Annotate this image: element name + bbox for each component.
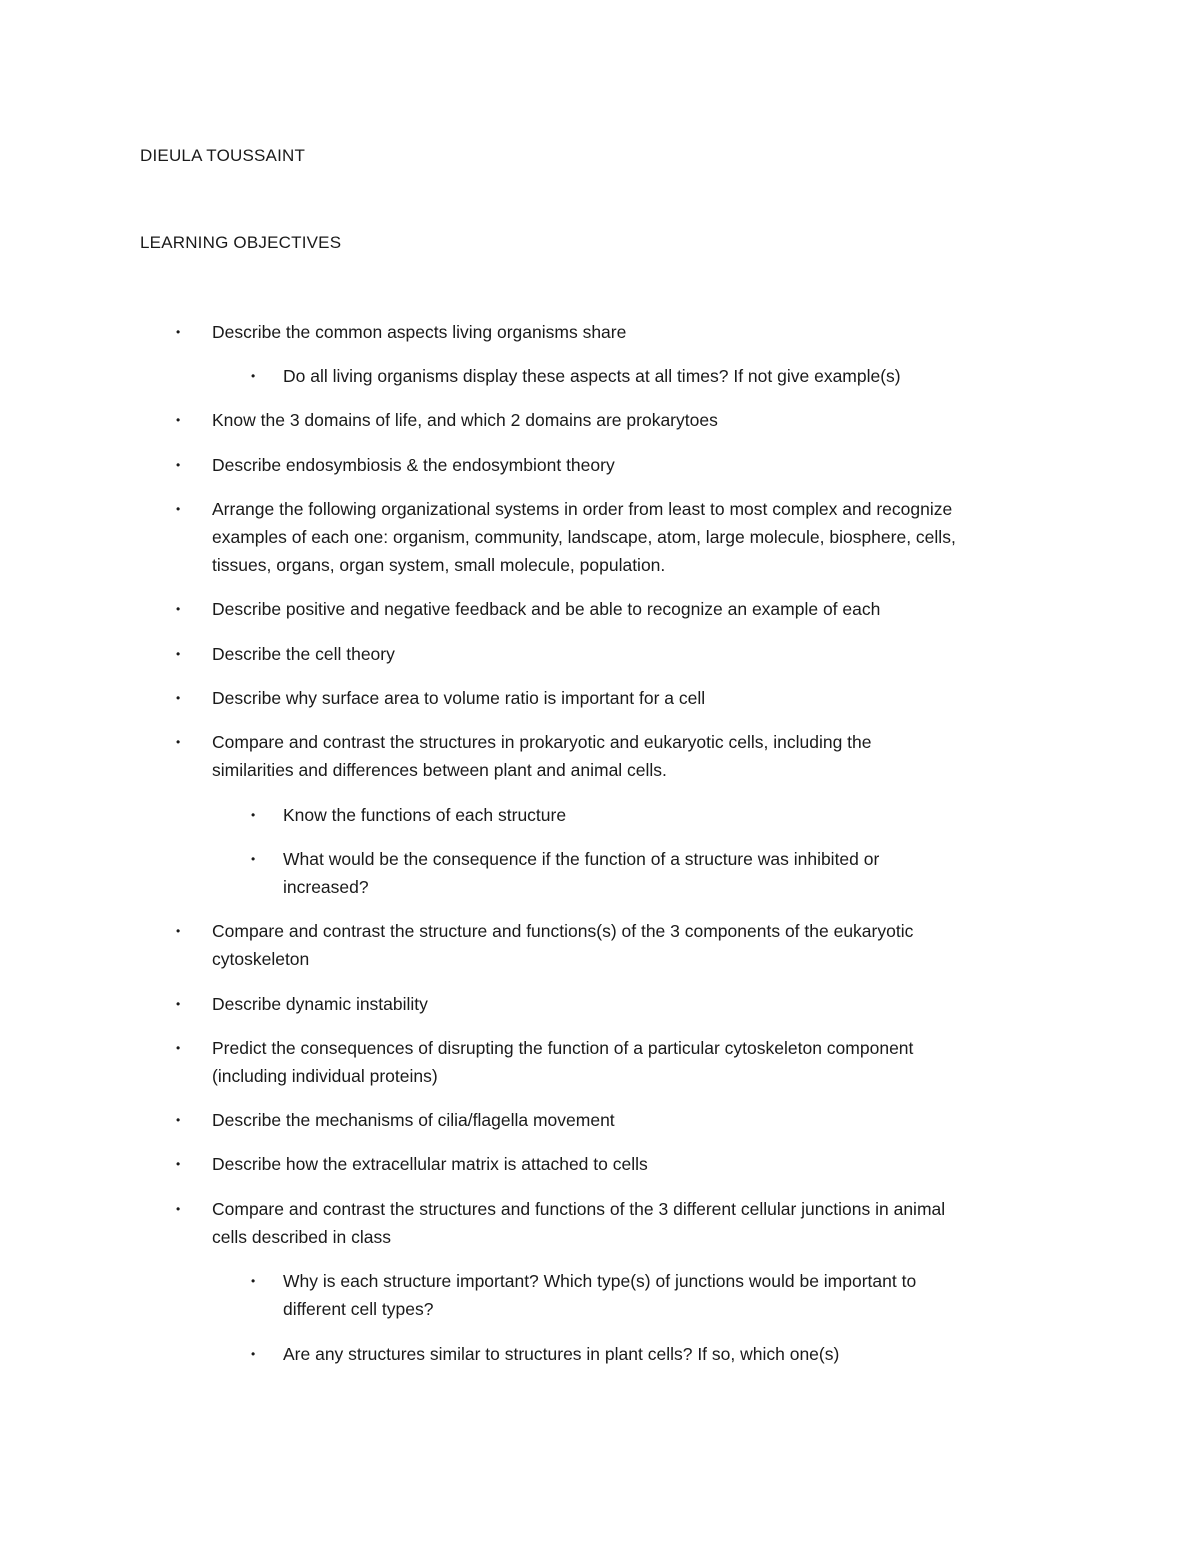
list-item-text: Describe positive and negative feedback and be able to recognize an example of each <box>212 599 881 619</box>
bullet-icon: • <box>176 413 181 427</box>
list-item-text: Describe dynamic instability <box>212 994 428 1014</box>
list-item <box>176 1195 946 1251</box>
list-item <box>176 640 395 668</box>
bullet-icon: • <box>176 602 181 616</box>
list-item <box>251 845 880 901</box>
list-item-text: Predict the consequences of disrupting the function of a particular cytoskeleton component <box>212 1038 914 1058</box>
list-item <box>176 318 627 346</box>
author-name: DIEULA TOUSSAINT <box>140 146 306 165</box>
bullet-icon: • <box>251 1274 256 1288</box>
list-item <box>251 362 901 390</box>
list-item-text: tissues, organs, organ system, small molecule, population. <box>212 555 666 575</box>
list-item-text: Know the functions of each structure <box>283 805 567 825</box>
bullet-icon: • <box>251 808 256 822</box>
bullet-icon: • <box>251 1347 256 1361</box>
list-item-text: Know the 3 domains of life, and which 2 domains are prokarytoes <box>212 410 718 430</box>
list-item <box>176 495 956 579</box>
list-item-text: Why is each structure important? Which type(s) of junctions would be important to <box>283 1271 917 1291</box>
bullet-icon: • <box>176 924 181 938</box>
list-item-text: Describe the common aspects living organisms share <box>212 322 627 342</box>
list-item-text: Are any structures similar to structures in plant cells? If so, which one(s) <box>283 1344 840 1364</box>
list-item <box>251 1267 917 1323</box>
bullet-icon: • <box>251 369 256 383</box>
list-item-text: examples of each one: organism, community, landscape, atom, large molecule, biosphere, cells, <box>212 527 956 547</box>
list-item-text: cells described in class <box>212 1227 391 1247</box>
list-item <box>176 684 706 712</box>
list-item-text: Arrange the following organizational systems in order from least to most complex and recognize <box>212 499 953 519</box>
list-item <box>176 451 615 479</box>
list-item-text: Compare and contrast the structures in prokaryotic and eukaryotic cells, including the <box>212 732 872 752</box>
list-item-text: cytoskeleton <box>212 949 310 969</box>
list-item-text: Describe the cell theory <box>212 644 395 664</box>
bullet-icon: • <box>176 997 181 1011</box>
list-item <box>176 917 914 973</box>
bullet-icon: • <box>176 691 181 705</box>
list-item-text: Describe the mechanisms of cilia/flagella movement <box>212 1110 615 1130</box>
bullet-icon: • <box>176 325 181 339</box>
list-item <box>176 1150 648 1178</box>
bullet-icon: • <box>176 1157 181 1171</box>
list-item <box>176 595 881 623</box>
list-item-text: Do all living organisms display these aspects at all times? If not give example(s) <box>283 366 901 386</box>
list-item-text: Describe how the extracellular matrix is attached to cells <box>212 1154 648 1174</box>
list-item <box>176 1106 615 1134</box>
list-item-text: What would be the consequence if the function of a structure was inhibited or <box>283 849 880 869</box>
list-item-text: Compare and contrast the structure and functions(s) of the 3 components of the eukaryotic <box>212 921 914 941</box>
bullet-icon: • <box>176 647 181 661</box>
bullet-icon: • <box>176 1202 181 1216</box>
bullet-icon: • <box>176 458 181 472</box>
list-item <box>176 990 428 1018</box>
section-heading: LEARNING OBJECTIVES <box>140 233 342 252</box>
list-item-text: Describe endosymbiosis & the endosymbiont theory <box>212 455 615 475</box>
list-item-text: Compare and contrast the structures and functions of the 3 different cellular junctions in animal <box>212 1199 946 1219</box>
list-item-text: (including individual proteins) <box>212 1066 438 1086</box>
bullet-icon: • <box>251 852 256 866</box>
bullet-icon: • <box>176 502 181 516</box>
bullet-icon: • <box>176 1113 181 1127</box>
list-item <box>251 801 567 829</box>
list-item <box>251 1340 840 1368</box>
list-item <box>176 728 872 784</box>
list-item <box>176 1034 914 1090</box>
list-item-text: increased? <box>283 877 369 897</box>
list-item-text: similarities and differences between plant and animal cells. <box>212 760 667 780</box>
list-item-text: different cell types? <box>283 1299 434 1319</box>
bullet-icon: • <box>176 735 181 749</box>
bullet-icon: • <box>176 1041 181 1055</box>
list-item-text: Describe why surface area to volume ratio is important for a cell <box>212 688 706 708</box>
list-item <box>176 406 718 434</box>
